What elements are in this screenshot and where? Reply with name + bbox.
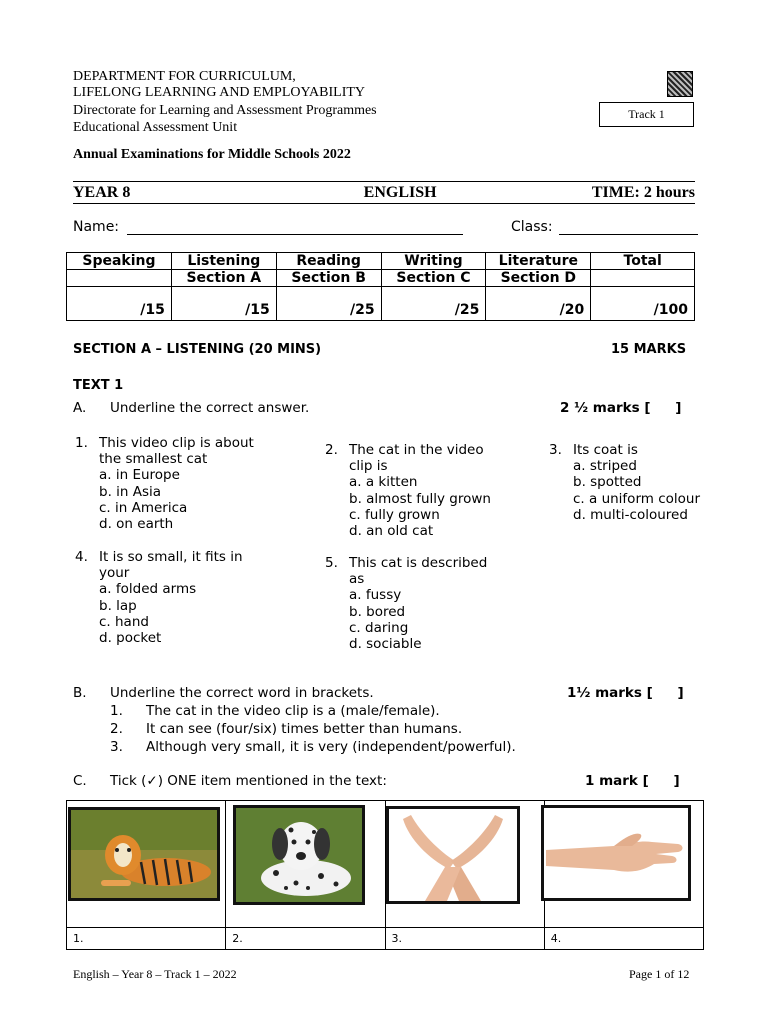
score-speaking: /15 (67, 287, 172, 321)
dalmatian-puppy-photo-icon[interactable] (233, 805, 365, 905)
marks-score-row (67, 287, 695, 321)
question-3-option-b[interactable]: b. spotted (573, 474, 642, 491)
part-b-item-2-number: 2. (110, 721, 123, 737)
picture-label-4[interactable]: 4. (544, 928, 703, 950)
header-speaking-sub (67, 270, 172, 287)
part-b-item-3-number: 3. (110, 739, 123, 755)
picture-label-3[interactable]: 3. (385, 928, 544, 950)
part-b-item-1-number: 1. (110, 703, 123, 719)
exam-title: Annual Examinations for Middle Schools 2022 (73, 147, 351, 162)
unit-line: Educational Assessment Unit (73, 120, 238, 135)
question-1-option-a[interactable]: a. in Europe (99, 467, 180, 484)
part-a-instruction: Underline the correct answer. (110, 400, 310, 416)
question-2-stem-line-1: The cat in the video (349, 442, 484, 458)
part-a-marks (560, 400, 681, 416)
department-line-2: LIFELONG LEARNING AND EMPLOYABILITY (73, 85, 366, 100)
marks-table (66, 252, 695, 321)
name-label: Name: (73, 219, 120, 235)
header-total-sub (591, 270, 695, 287)
question-4-option-b[interactable]: b. lap (99, 597, 137, 614)
directorate-line: Directorate for Learning and Assessment Programmes (73, 103, 377, 118)
marks-header-row-2 (67, 270, 695, 287)
class-label: Class: (511, 219, 553, 235)
score-literature: /20 (486, 287, 591, 321)
question-4-stem-line-1: It is so small, it fits in (99, 549, 243, 565)
header-literature: Literature (486, 253, 591, 270)
question-5-option-b[interactable]: b. bored (349, 603, 406, 620)
part-c-marks (585, 773, 680, 789)
question-4-number: 4. (75, 549, 88, 565)
question-2-option-b[interactable]: b. almost fully grown (349, 490, 491, 507)
question-2 (325, 442, 535, 542)
section-title: SECTION A – LISTENING (20 MINS) (73, 342, 322, 357)
question-1-number: 1. (75, 435, 88, 451)
score-total: /100 (591, 287, 695, 321)
question-5-option-a[interactable]: a. fussy (349, 587, 402, 604)
question-1-stem-line-2: the smallest cat (99, 451, 208, 468)
question-4-stem-line-2: your (99, 565, 130, 582)
track-label-box: Track 1 (599, 102, 694, 127)
question-4 (75, 549, 305, 649)
header-section-a: Section A (171, 270, 276, 287)
question-5-option-d[interactable]: d. sociable (349, 636, 422, 653)
section-marks: 15 MARKS (611, 342, 687, 357)
question-1 (75, 435, 305, 535)
picture-label-row (67, 928, 704, 950)
question-4-option-a[interactable]: a. folded arms (99, 581, 197, 598)
part-b-item-3[interactable]: Although very small, it is very (independent/powerful). (146, 739, 516, 755)
part-a-letter: A. (73, 400, 87, 416)
question-5-stem-line-2: as (349, 571, 365, 588)
question-5-stem-line-1: This cat is described (349, 555, 488, 571)
question-3-option-a[interactable]: a. striped (573, 458, 637, 475)
picture-label-1[interactable]: 1. (67, 928, 226, 950)
score-writing: /25 (381, 287, 486, 321)
header-section-d: Section D (486, 270, 591, 287)
question-1-option-c[interactable]: c. in America (99, 499, 188, 516)
department-line-1: DEPARTMENT FOR CURRICULUM, (73, 69, 296, 84)
question-4-option-d[interactable]: d. pocket (99, 630, 162, 647)
part-b-instruction: Underline the correct word in brackets. (110, 685, 374, 701)
question-2-option-c[interactable]: c. fully grown (349, 506, 440, 523)
title-row (73, 181, 695, 204)
header-section-c: Section C (381, 270, 486, 287)
open-hand-photo-icon[interactable] (541, 805, 691, 901)
header-section-b: Section B (276, 270, 381, 287)
part-c-letter: C. (73, 773, 87, 789)
marks-header-row-1 (67, 253, 695, 270)
header-listening: Listening (171, 253, 276, 270)
question-2-option-d[interactable]: d. an old cat (349, 523, 434, 540)
part-a-marks-label: 2 ½ marks [ (560, 400, 651, 416)
question-2-number: 2. (325, 442, 338, 458)
class-field[interactable] (559, 220, 698, 235)
question-3-option-d[interactable]: d. multi-coloured (573, 506, 688, 523)
part-c-marks-label: 1 mark [ (585, 773, 649, 789)
question-3-number: 3. (549, 442, 562, 458)
header-reading: Reading (276, 253, 381, 270)
question-4-option-c[interactable]: c. hand (99, 613, 149, 630)
part-b-item-1[interactable]: The cat in the video clip is a (male/female). (146, 703, 440, 719)
question-2-stem-line-2: clip is (349, 458, 388, 475)
question-3-option-c[interactable]: c. a uniform colour (573, 490, 700, 507)
question-1-option-d[interactable]: d. on earth (99, 516, 174, 533)
header-speaking: Speaking (67, 253, 172, 270)
part-b-marks-close: ] (677, 685, 684, 701)
part-b-marks-label: 1½ marks [ (567, 685, 653, 701)
question-3 (549, 442, 759, 532)
time-label: TIME: 2 hours (591, 183, 695, 201)
page-number: Page 1 of 12 (629, 967, 690, 981)
question-3-stem-line-1: Its coat is (573, 442, 638, 458)
question-1-option-b[interactable]: b. in Asia (99, 483, 162, 500)
header-total: Total (591, 253, 695, 270)
question-5-number: 5. (325, 555, 338, 571)
question-5-option-c[interactable]: c. daring (349, 619, 409, 636)
year-label: YEAR 8 (73, 183, 131, 201)
subject-label: ENGLISH (363, 183, 437, 201)
question-2-option-a[interactable]: a. a kitten (349, 474, 418, 491)
qr-code-icon (667, 71, 693, 97)
tiger-photo-icon[interactable] (68, 807, 220, 901)
part-b-marks (567, 685, 684, 701)
text-label: TEXT 1 (73, 378, 124, 393)
footer-left: English – Year 8 – Track 1 – 2022 (73, 967, 237, 981)
question-1-stem-line-1: This video clip is about (99, 435, 254, 451)
folded-arms-photo-icon[interactable] (386, 806, 520, 904)
part-b-letter: B. (73, 685, 87, 701)
picture-label-2[interactable]: 2. (226, 928, 385, 950)
name-field[interactable] (127, 220, 463, 235)
part-b-item-2[interactable]: It can see (four/six) times better than humans. (146, 721, 463, 737)
question-5 (325, 555, 535, 655)
part-c-instruction: Tick (✓) ONE item mentioned in the text: (110, 773, 387, 789)
score-listening: /15 (171, 287, 276, 321)
score-reading: /25 (276, 287, 381, 321)
part-a-marks-close: ] (675, 400, 682, 416)
part-c-marks-close: ] (673, 773, 680, 789)
header-writing: Writing (381, 253, 486, 270)
